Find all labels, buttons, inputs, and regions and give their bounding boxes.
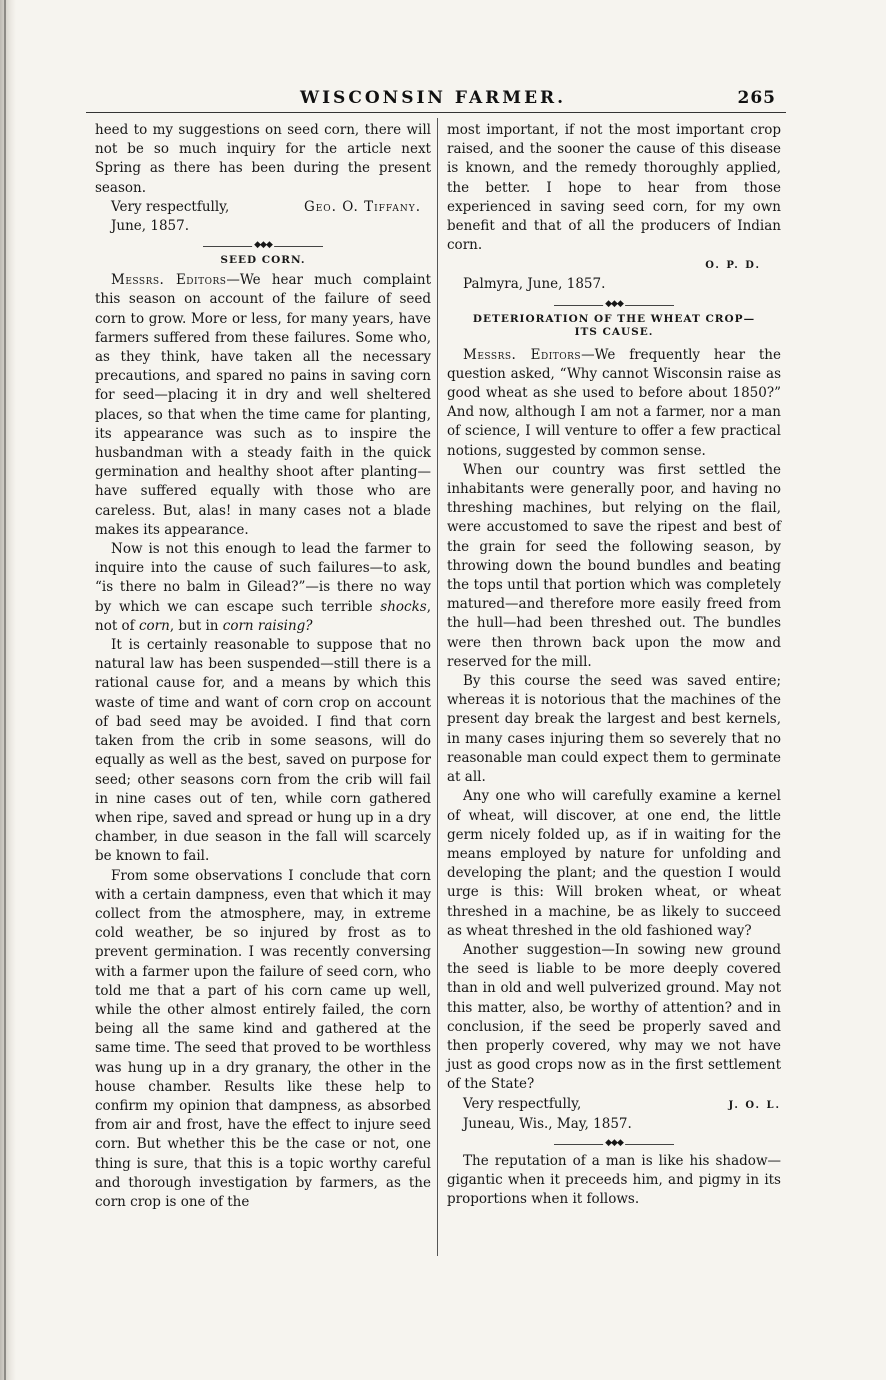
salutation: Messrs. Editors (111, 272, 227, 289)
magazine-title: WISCONSIN FARMER. (300, 88, 567, 108)
page-binding-edge (0, 0, 16, 1380)
paragraph-text: Now is not this enough to lead the farmer to inquire into the cause of such failures—to ask, “is there no balm in Gilead?”—is there no way by which we can escape such terrible (95, 541, 431, 615)
article-paragraph: It is certainly reasonable to suppose that no natural law has been suspended—still there is a rational cause for, and a means by which this waste of time and want of corn crop on account of bad seed may be avoided. I find that corn taken from the crib in some seasons, will do equally as well as the best, saved on purpose for seed; other seasons corn from the crib will fail in nine cases out of ten, while corn gathered when ripe, saved and spread or hung up in a dry chamber, in due season in the fall will scarcely be known to fail. (95, 637, 431, 865)
header-rule (86, 112, 786, 113)
right-column (447, 121, 781, 1210)
left-column (95, 121, 431, 1212)
ornament-icon: ◆◆◆ (605, 298, 623, 309)
page-number: 265 (737, 88, 776, 108)
signature-line (95, 198, 431, 217)
salutation: Messrs. Editors (463, 346, 582, 363)
ornament-icon: ◆◆◆ (605, 1137, 623, 1148)
article-paragraph (447, 346, 781, 461)
article-paragraph (95, 271, 431, 540)
final-paragraph: The reputation of a man is like his shadow—gigantic when it preceeds him, and pigmy in its proportions when it follows. (447, 1152, 781, 1208)
section-separator (554, 299, 674, 311)
italic-text: shocks (380, 598, 427, 615)
section-separator (203, 240, 323, 252)
italic-text: corn raising? (222, 617, 313, 634)
paragraph-text: —We hear much complaint this season on account of the failure of seed corn to grow. More or less, for many years, have farmers suffered from these failures. Some who, as they think, have taken all the necessary precautions, and spared no pains in saving corn for seed—placing it in dry and well sheltered places, so that when the time came for planting, its appearance was such as to inspire the husbandman with a steady faith in the quick germination and healthy shoot after planting—have suffered equally with those who are careless. But, alas! in many cases not a blade makes its appearance. (95, 272, 431, 538)
place-date: Juneau, Wis., May, 1857. (463, 1115, 632, 1132)
intro-paragraph: heed to my suggestions on seed corn, there will not be so much inquiry for the article next Spring as there has been during the present season. (95, 122, 431, 196)
article-paragraph: When our country was first settled the inhabitants were generally poor, and having no threshing machines, but relying on the flail, were accustomed to save the ripest and best of the grain for seed the following season, by throwing down the bound bundles and beating the tops until that portion which was completely matured—and therefore more easily freed from the hull—had been threshed out. The bundles were then thrown back upon the mow and reserved for the mill. (447, 461, 781, 670)
article-paragraph: From some observations I conclude that corn with a certain dampness, even that which it may collect from the atmosphere, may, in extreme cold weather, be so injured by frost as to prevent germination. I was recently conversing with a farmer upon the failure of seed corn, who told me that a part of his corn came up well, while the other almost entirely failed, the corn being all the same kind and gathered at the same time. The seed that proved to be worthless was hung up in a dry granary, the other in the house chamber. Results like these help to confirm my opinion that dampness, as absorbed from air and frost, have the effect to injure seed corn. But whether this be the case or not, one thing is sure, that this is a topic worthy careful and thorough investigation by farmers, as the corn crop is one of the (95, 867, 431, 1210)
author-initials: J. O. L. (728, 1099, 781, 1111)
signature-line (447, 1095, 781, 1115)
closing-salutation: Very respectfully, (111, 198, 230, 215)
author-initials (447, 255, 781, 275)
column-divider (437, 118, 438, 1256)
continued-paragraph: most important, if not the most important crop raised, and the sooner the cause of this disease is known, and the remedy thoroughly applied, the better. I hope to hear from those experienced in saving seed corn, for my own benefit and that of all the producers of Indian corn. (447, 122, 781, 254)
article-title: SEED CORN. (220, 254, 306, 267)
article-title-line: ITS CAUSE. (574, 325, 654, 338)
article-paragraph: Any one who will carefully examine a kernel of wheat, will discover, at one end, the little germ nicely folded up, as if in waiting for the means employed by nature for unfolding and developing the plant; and the question I would urge is this: Will broken wheat, or wheat threshed in a machine, be as likely to succeed as wheat threshed in the old fashioned way? (447, 788, 781, 939)
paragraph-text: , but in (169, 617, 223, 634)
section-separator (554, 1138, 674, 1150)
ornament-icon: ◆◆◆ (254, 240, 272, 251)
running-head (300, 88, 780, 108)
article-paragraph (95, 540, 431, 636)
author-name: Geo. O. Tiffany. (303, 198, 421, 215)
article-title-line: DETERIORATION OF THE WHEAT CROP— (472, 312, 756, 325)
place-date: Palmyra, June, 1857. (463, 276, 606, 293)
paragraph-text: —We frequently hear the question asked, “Why cannot Wisconsin raise as good wheat as she used to before about 1850?” And now, although I am not a farmer, nor a man of science, I will venture to offer a few practical notions, suggested by common sense. (447, 346, 781, 459)
italic-text: corn (138, 617, 170, 634)
article-paragraph: Another suggestion—In sowing new ground the seed is liable to be more deeply covered than in old and well pulverized ground. May not this matter, also, be worthy of attention? and in conclusion, if the seed be properly saved and then properly covered, why may we not have just as good crops now as in the first settlement of the State? (447, 941, 781, 1093)
letter-date: June, 1857. (111, 218, 190, 235)
paragraph-text: , not of (95, 598, 431, 634)
article-title (447, 313, 781, 339)
initials-text: O. P. D. (705, 260, 761, 272)
closing-salutation: Very respectfully, (463, 1095, 582, 1112)
article-paragraph: By this course the seed was saved entire; whereas it is notorious that the machines of the present day break the largest and best kernels, in many cases injuring them so severely that no reasonable man could expect them to germinate at all. (447, 673, 781, 786)
